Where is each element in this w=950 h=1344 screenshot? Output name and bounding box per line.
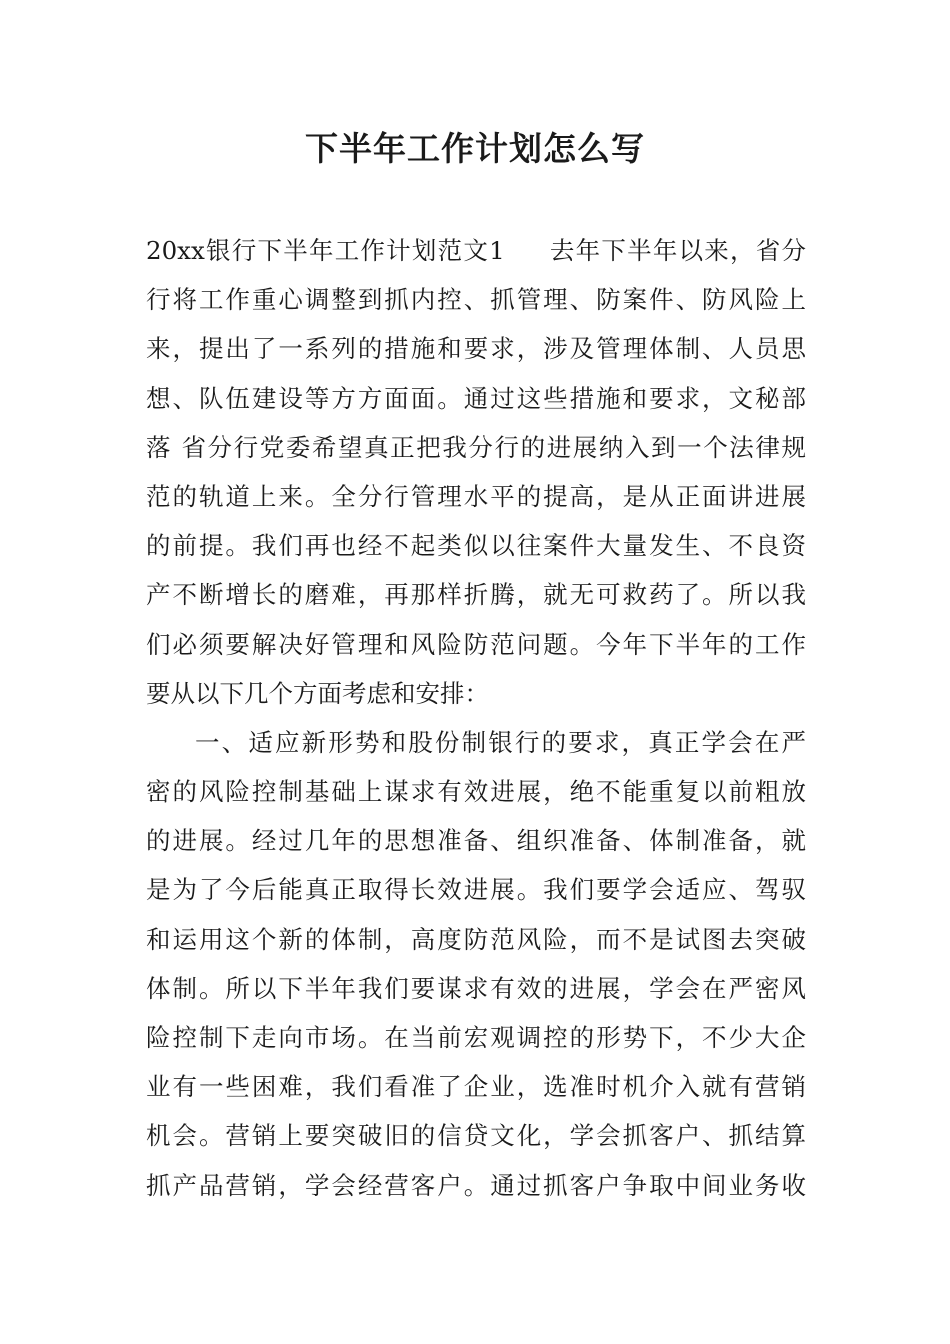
text-line: 们必须要解决好管理和风险防范问题。今年下半年的工作	[146, 629, 806, 659]
text-line: 的前提。我们再也经不起类似以往案件大量发生、不良资	[146, 531, 806, 561]
text-line: 一、适应新形势和股份制银行的要求，真正学会在严	[195, 727, 806, 757]
text-line: 抓产品营销，学会经营客户。通过抓客户争取中间业务收	[146, 1170, 806, 1200]
text-line: 要从以下几个方面考虑和安排：	[146, 678, 489, 708]
text-line: 范的轨道上来。全分行管理水平的提高，是从正面讲进展	[146, 481, 806, 511]
section-heading: 20xx银行下半年工作计划范文1	[146, 236, 505, 265]
text-line: 落 省分行党委希望真正把我分行的进展纳入到一个法律规	[146, 432, 806, 462]
text-line: 体制。所以下半年我们要谋求有效的进展，学会在严密风	[146, 973, 806, 1003]
text-line: 的进展。经过几年的思想准备、组织准备、体制准备，就	[146, 826, 806, 856]
text-line: 和运用这个新的体制，高度防范风险，而不是试图去突破	[146, 924, 806, 954]
text-line: 机会。营销上要突破旧的信贷文化，学会抓客户、抓结算	[146, 1121, 806, 1151]
text-line: 业有一些困难，我们看准了企业，选准时机介入就有营销	[146, 1072, 806, 1102]
document-body	[146, 226, 806, 1210]
text-line: 产不断增长的磨难，再那样折腾，就无可救药了。所以我	[146, 580, 806, 610]
text-line: 想、队伍建设等方方面面。通过这些措施和要求，文秘部	[146, 383, 806, 413]
text-line: 是为了今后能真正取得长效进展。我们要学会适应、驾驭	[146, 875, 806, 905]
text-line: 密的风险控制基础上谋求有效进展，绝不能重复以前粗放	[146, 777, 806, 807]
document-title: 下半年工作计划怎么写	[305, 129, 645, 168]
text-line: 险控制下走向市场。在当前宏观调控的形势下，不少大企	[146, 1023, 806, 1052]
text-line	[146, 226, 806, 275]
paragraph-2	[146, 718, 806, 1210]
paragraph-1	[146, 226, 806, 718]
text-span: 去年下半年以来，省分	[548, 236, 806, 265]
text-line: 来，提出了一系列的措施和要求，涉及管理体制、人员思	[146, 334, 806, 364]
text-line: 行将工作重心调整到抓内控、抓管理、防案件、防风险上	[146, 285, 806, 315]
